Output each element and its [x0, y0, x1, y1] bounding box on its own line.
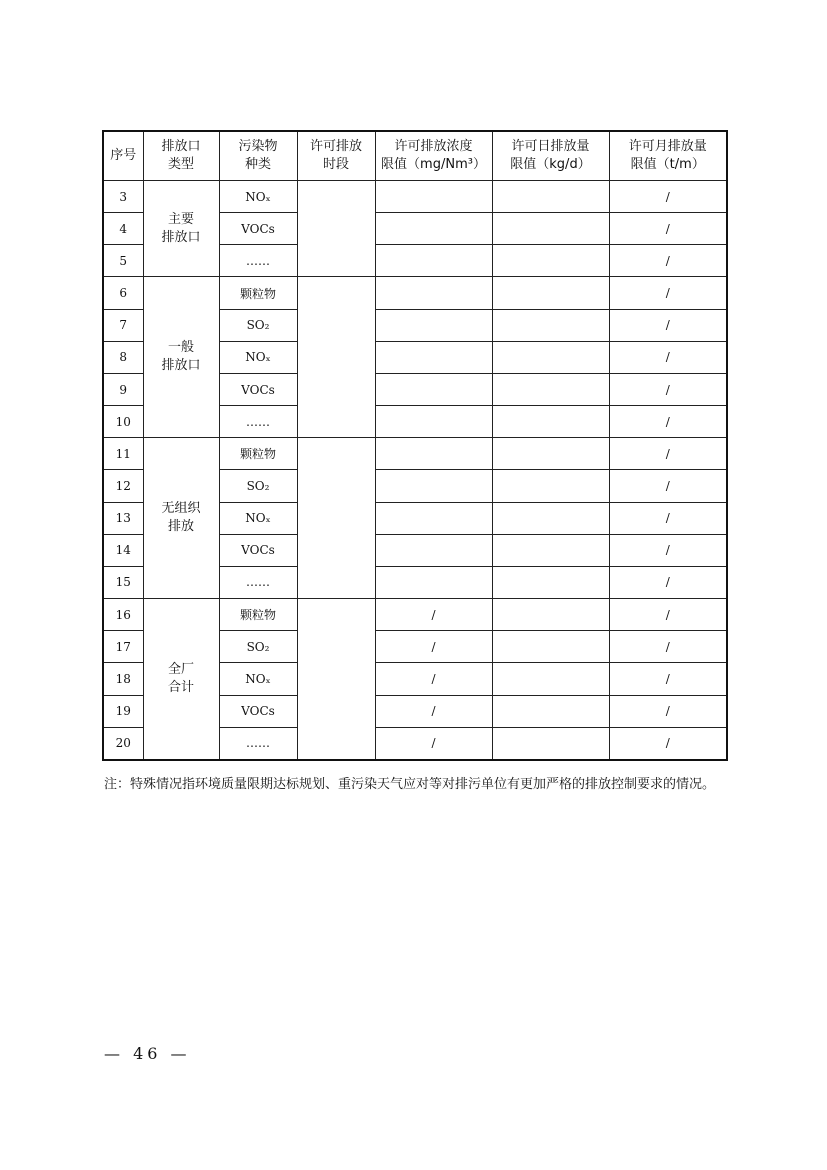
permitted-period-cell	[297, 181, 375, 277]
pollutant-cell: ……	[219, 566, 297, 598]
table-row	[103, 277, 727, 309]
concentration-limit-cell	[375, 341, 492, 373]
concentration-limit-cell: /	[375, 599, 492, 631]
header-daily-limit: 许可日排放量 限值（kg/d）	[492, 131, 609, 181]
concentration-limit-cell	[375, 534, 492, 566]
row-serial-no: 12	[103, 470, 143, 502]
monthly-limit-cell: /	[609, 245, 727, 277]
row-serial-no: 14	[103, 534, 143, 566]
pollutant-cell: VOCs	[219, 373, 297, 405]
concentration-limit-cell: /	[375, 695, 492, 727]
permitted-period-cell	[297, 277, 375, 438]
daily-limit-cell	[492, 566, 609, 598]
table-row	[103, 181, 727, 213]
row-serial-no: 5	[103, 245, 143, 277]
monthly-limit-cell: /	[609, 727, 727, 760]
pollutant-cell: 颗粒物	[219, 438, 297, 470]
daily-limit-cell	[492, 727, 609, 760]
pollutant-cell: NOₓ	[219, 502, 297, 534]
row-serial-no: 15	[103, 566, 143, 598]
row-serial-no: 9	[103, 373, 143, 405]
outlet-type-cell: 一般 排放口	[143, 277, 219, 438]
pollutant-cell: VOCs	[219, 213, 297, 245]
row-serial-no: 6	[103, 277, 143, 309]
page-number: — 46 —	[104, 1044, 191, 1063]
pollutant-cell: ……	[219, 727, 297, 760]
monthly-limit-cell: /	[609, 438, 727, 470]
header-row	[103, 131, 727, 181]
daily-limit-cell	[492, 277, 609, 309]
monthly-limit-cell: /	[609, 406, 727, 438]
monthly-limit-cell: /	[609, 534, 727, 566]
concentration-limit-cell: /	[375, 663, 492, 695]
pollutant-cell: ……	[219, 406, 297, 438]
row-serial-no: 3	[103, 181, 143, 213]
monthly-limit-cell: /	[609, 341, 727, 373]
table-row	[103, 438, 727, 470]
concentration-limit-cell	[375, 181, 492, 213]
daily-limit-cell	[492, 245, 609, 277]
row-serial-no: 7	[103, 309, 143, 341]
concentration-limit-cell	[375, 309, 492, 341]
outlet-type-cell: 无组织 排放	[143, 438, 219, 599]
pollutant-cell: 颗粒物	[219, 599, 297, 631]
pollutant-cell: VOCs	[219, 695, 297, 727]
outlet-type-cell: 主要 排放口	[143, 181, 219, 277]
daily-limit-cell	[492, 181, 609, 213]
monthly-limit-cell: /	[609, 181, 727, 213]
daily-limit-cell	[492, 406, 609, 438]
header-pollutant-type: 污染物 种类	[219, 131, 297, 181]
header-concentration-limit: 许可排放浓度 限值（mg/Nm³）	[375, 131, 492, 181]
monthly-limit-cell: /	[609, 277, 727, 309]
row-serial-no: 20	[103, 727, 143, 760]
monthly-limit-cell: /	[609, 373, 727, 405]
concentration-limit-cell	[375, 566, 492, 598]
row-serial-no: 13	[103, 502, 143, 534]
concentration-limit-cell	[375, 213, 492, 245]
monthly-limit-cell: /	[609, 631, 727, 663]
concentration-limit-cell: /	[375, 631, 492, 663]
daily-limit-cell	[492, 373, 609, 405]
monthly-limit-cell: /	[609, 309, 727, 341]
row-serial-no: 18	[103, 663, 143, 695]
row-serial-no: 19	[103, 695, 143, 727]
pollutant-cell: NOₓ	[219, 341, 297, 373]
daily-limit-cell	[492, 213, 609, 245]
pollutant-cell: ……	[219, 245, 297, 277]
daily-limit-cell	[492, 695, 609, 727]
daily-limit-cell	[492, 341, 609, 373]
table-body	[103, 181, 727, 761]
emission-limits-table	[102, 130, 728, 761]
header-permitted-period: 许可排放 时段	[297, 131, 375, 181]
monthly-limit-cell: /	[609, 599, 727, 631]
monthly-limit-cell: /	[609, 470, 727, 502]
concentration-limit-cell	[375, 406, 492, 438]
pollutant-cell: NOₓ	[219, 181, 297, 213]
pollutant-cell: VOCs	[219, 534, 297, 566]
daily-limit-cell	[492, 470, 609, 502]
concentration-limit-cell	[375, 373, 492, 405]
row-serial-no: 10	[103, 406, 143, 438]
pollutant-cell: NOₓ	[219, 663, 297, 695]
pollutant-cell: SO₂	[219, 309, 297, 341]
table-footnote: 注：特殊情况指环境质量限期达标规划、重污染天气应对等对排污单位有更加严格的排放控制要求的情况。	[104, 777, 716, 792]
row-serial-no: 16	[103, 599, 143, 631]
permitted-period-cell	[297, 438, 375, 599]
monthly-limit-cell: /	[609, 566, 727, 598]
pollutant-cell: 颗粒物	[219, 277, 297, 309]
table-row	[103, 599, 727, 631]
outlet-type-cell: 全厂 合计	[143, 599, 219, 760]
row-serial-no: 17	[103, 631, 143, 663]
concentration-limit-cell	[375, 277, 492, 309]
monthly-limit-cell: /	[609, 695, 727, 727]
pollutant-cell: SO₂	[219, 631, 297, 663]
daily-limit-cell	[492, 309, 609, 341]
concentration-limit-cell	[375, 502, 492, 534]
monthly-limit-cell: /	[609, 213, 727, 245]
row-serial-no: 4	[103, 213, 143, 245]
daily-limit-cell	[492, 534, 609, 566]
row-serial-no: 8	[103, 341, 143, 373]
header-serial-no: 序号	[103, 131, 143, 181]
header-outlet-type: 排放口 类型	[143, 131, 219, 181]
monthly-limit-cell: /	[609, 502, 727, 534]
row-serial-no: 11	[103, 438, 143, 470]
concentration-limit-cell	[375, 245, 492, 277]
header-monthly-limit: 许可月排放量 限值（t/m）	[609, 131, 727, 181]
monthly-limit-cell: /	[609, 663, 727, 695]
concentration-limit-cell: /	[375, 727, 492, 760]
pollutant-cell: SO₂	[219, 470, 297, 502]
daily-limit-cell	[492, 663, 609, 695]
daily-limit-cell	[492, 599, 609, 631]
concentration-limit-cell	[375, 438, 492, 470]
daily-limit-cell	[492, 438, 609, 470]
daily-limit-cell	[492, 502, 609, 534]
daily-limit-cell	[492, 631, 609, 663]
table-header	[103, 131, 727, 181]
permitted-period-cell	[297, 599, 375, 760]
concentration-limit-cell	[375, 470, 492, 502]
